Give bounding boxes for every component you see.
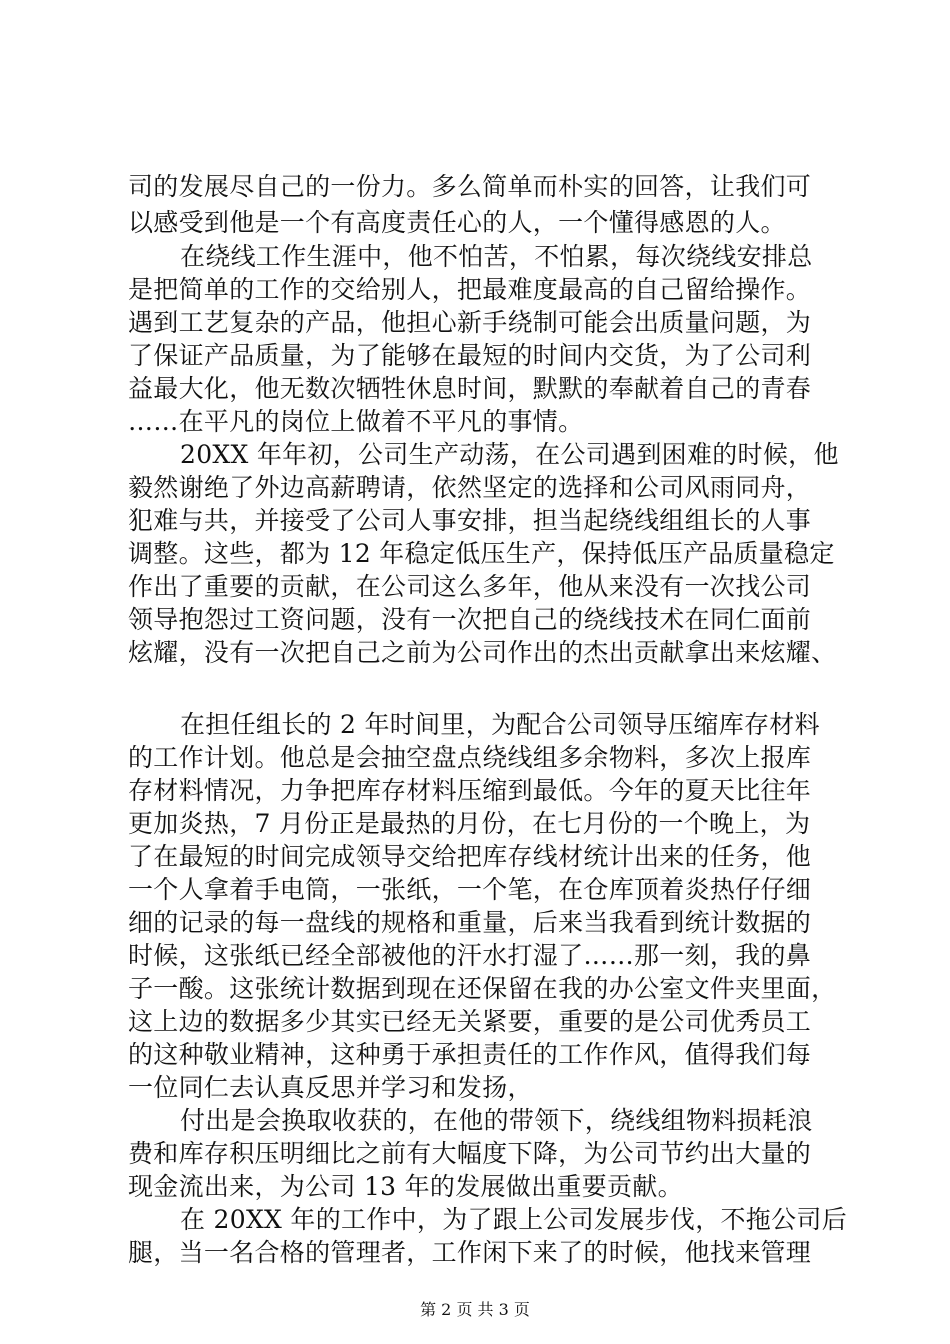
text-line: 了保证产品质量，为了能够在最短的时间内交货，为了公司利	[128, 341, 812, 370]
text-line: 子一酸。这张统计数据到现在还保留在我的办公室文件夹里面，	[128, 974, 837, 1003]
text-line: 细的记录的每一盘线的规格和重量，后来当我看到统计数据的	[128, 908, 812, 937]
text-line: ……在平凡的岗位上做着不平凡的事情。	[128, 407, 584, 436]
text-line: 在 20XX 年的工作中，为了跟上公司发展步伐，不拖公司后	[180, 1205, 848, 1234]
text-line: 犯难与共，并接受了公司人事安排，担当起绕线组组长的人事	[128, 506, 812, 535]
text-line: 时候，这张纸已经全部被他的汗水打湿了……那一刻，我的鼻	[128, 941, 812, 970]
text-line: 炫耀，没有一次把自己之前为公司作出的杰出贡献拿出来炫耀、	[128, 638, 837, 667]
page-number-footer: 第 2 页 共 3 页	[420, 1300, 530, 1319]
text-line: 在担任组长的 2 年时间里，为配合公司领导压缩库存材料	[180, 710, 820, 739]
text-line: 了在最短的时间完成领导交给把库存线材统计出来的任务，他	[128, 842, 812, 871]
text-line: 的工作计划。他总是会抽空盘点绕线组多余物料，多次上报库	[128, 743, 812, 772]
text-line: 益最大化，他无数次牺牲休息时间，默默的奉献着自己的青春	[128, 374, 812, 403]
text-line: 存材料情况，力争把库存材料压缩到最低。今年的夏天比往年	[128, 776, 812, 805]
text-line: 以感受到他是一个有高度责任心的人，一个懂得感恩的人。	[128, 208, 786, 237]
text-line: 遇到工艺复杂的产品，他担心新手绕制可能会出质量问题，为	[128, 308, 812, 337]
text-line: 的这种敬业精神，这种勇于承担责任的工作作风，值得我们每	[128, 1040, 812, 1069]
text-line: 司的发展尽自己的一份力。多么简单而朴实的回答，让我们可	[128, 172, 812, 201]
text-line: 腿，当一名合格的管理者，工作闲下来了的时候，他找来管理	[128, 1238, 812, 1267]
text-line: 这上边的数据多少其实已经无关紧要，重要的是公司优秀员工	[128, 1007, 812, 1036]
text-line: 领导抱怨过工资问题，没有一次把自己的绕线技术在同仁面前	[128, 605, 812, 634]
text-line: 费和库存积压明细比之前有大幅度下降，为公司节约出大量的	[128, 1139, 812, 1168]
text-line: 是把简单的工作的交给别人，把最难度最高的自己留给操作。	[128, 275, 812, 304]
text-line: 20XX 年年初，公司生产动荡，在公司遇到困难的时候，他	[180, 440, 839, 469]
text-line: 作出了重要的贡献，在公司这么多年，他从来没有一次找公司	[128, 572, 812, 601]
text-line: 一个人拿着手电筒，一张纸，一个笔，在仓库顶着炎热仔仔细	[128, 875, 812, 904]
text-line: 毅然谢绝了外边高薪聘请，依然坚定的选择和公司风雨同舟，	[128, 473, 812, 502]
text-line: 付出是会换取收获的，在他的带领下，绕线组物料损耗浪	[180, 1106, 813, 1135]
text-line: 现金流出来，为公司 13 年的发展做出重要贡献。	[128, 1172, 683, 1201]
text-line: 调整。这些，都为 12 年稳定低压生产，保持低压产品质量稳定	[128, 539, 835, 568]
text-line: 一位同仁去认真反思并学习和发扬，	[128, 1073, 533, 1102]
text-line: 更加炎热，7 月份正是最热的月份，在七月份的一个晚上，为	[128, 809, 811, 838]
text-line: 在绕线工作生涯中，他不怕苦，不怕累，每次绕线安排总	[180, 242, 813, 271]
